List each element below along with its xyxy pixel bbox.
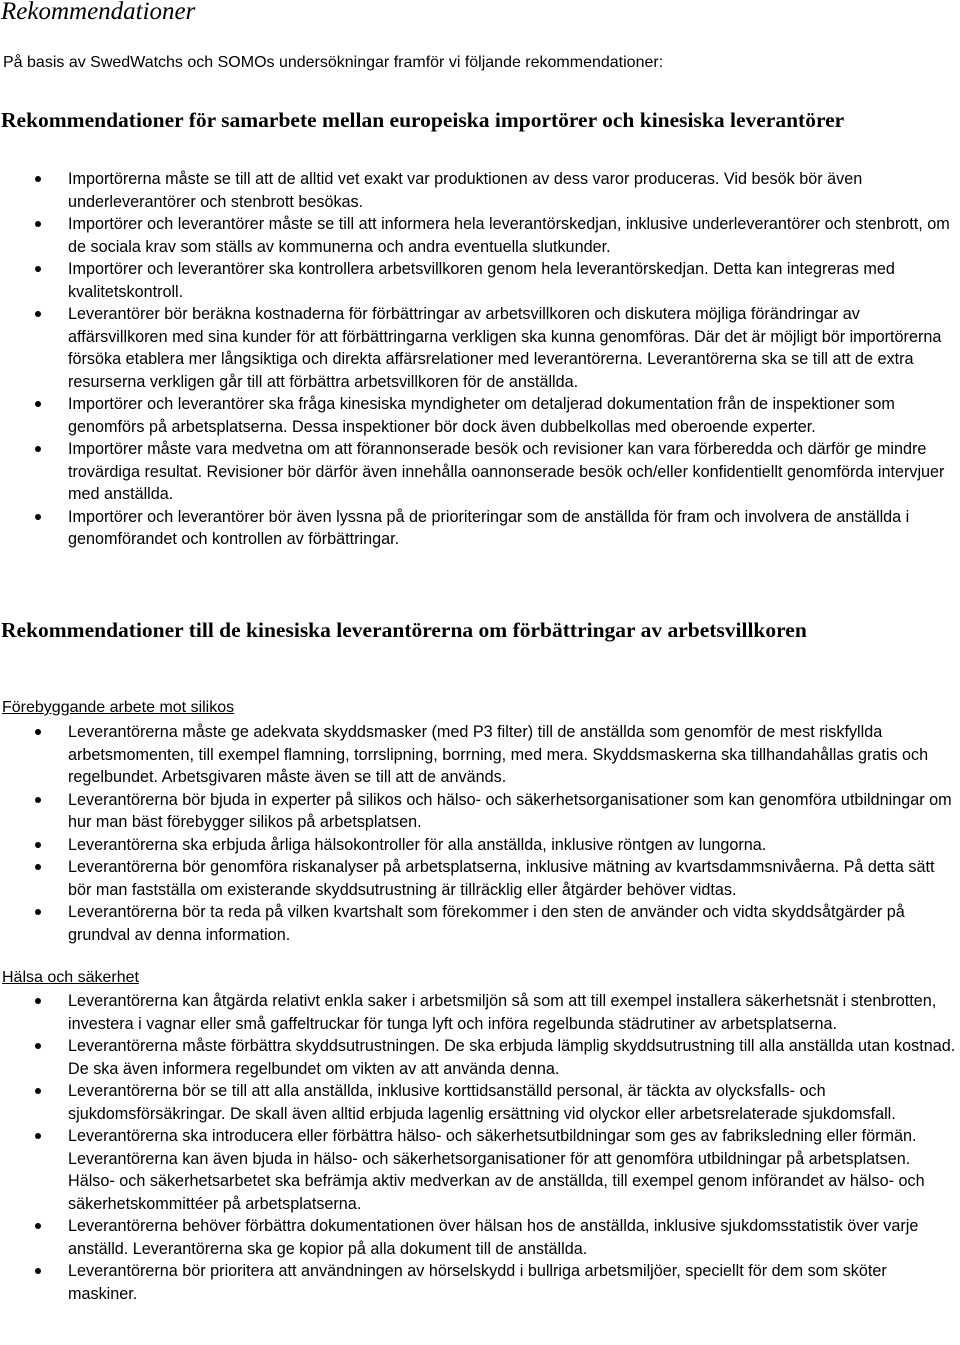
list-item: Leverantörerna måste förbättra skyddsutrustningen. De ska erbjuda lämplig skyddsutrustning till alla anställda utan kostnad. De ska även informera regelbundet om vikten av att använda denna. [0,1035,960,1080]
list-item: Leverantörerna bör ta reda på vilken kvartshalt som förekommer i den sten de använder och vidta skyddsåtgärder på grundval av denna information. [0,901,960,946]
list-item: Importörer måste vara medvetna om att förannonserade besök och revisioner kan vara förberedda och därför ge mindre trovärdiga resultat. Revisioner bör därför även innehålla oannonserade besök och/eller konfidentiellt genomförda intervjuer med anställda. [0,438,960,506]
importer-recommendation-list [0,168,960,551]
document-title: Rekommendationer [1,0,196,25]
list-item: Leverantörerna kan åtgärda relativt enkla saker i arbetsmiljön så som att till exempel installera säkerhetsnät i stenbrotten, investera i vagnar eller små gaffeltruckar för tunga lyft och införa regelbunda städrutiner av arbetsplatserna. [0,990,960,1035]
list-item: Leverantörerna bör bjuda in experter på silikos och hälso- och säkerhetsorganisationer som kan genomföra utbildningar om hur man bäst förebygger silikos på arbetsplatsen. [0,789,960,834]
list-item: Leverantörerna behöver förbättra dokumentationen över hälsan hos de anställda, inklusive sjukdomsstatistik över varje anställd. Leverantörerna ska ge kopior på alla dokument till de anställda. [0,1215,960,1260]
list-item: Importörer och leverantörer ska kontrollera arbetsvillkoren genom hela leverantörskedjan. Detta kan integreras med kvalitetskontroll. [0,258,960,303]
subheading-health-safety: Hälsa och säkerhet [2,969,139,986]
list-item: Leverantörerna ska erbjuda årliga hälsokontroller för alla anställda, inklusive röntgen av lungorna. [0,834,960,857]
list-item: Importörer och leverantörer ska fråga kinesiska myndigheter om detaljerad dokumentation från de inspektioner som genomförs på arbetsplatserna. Dessa inspektioner bör dock även dubbelkollas med oberoende experter. [0,393,960,438]
list-item: Leverantörerna bör se till att alla anställda, inklusive korttidsanställd personal, är täckta av olycksfalls- och sjukdomsförsäkringar. De skall även alltid erbjuda lagenlig ersättning vid olyckor eller arbetsrelaterade sjukdomsfall. [0,1080,960,1125]
section-heading-suppliers: Rekommendationer till de kinesiska leverantörerna om förbättringar av arbetsvillkoren [1,618,807,642]
silicosis-prevention-list [0,721,960,946]
list-item: Leverantörerna ska introducera eller förbättra hälso- och säkerhetsutbildningar som ges av fabriksledning eller förmän. Leverantörerna kan även bjuda in hälso- och säkerhetsorganisationer för att genomföra utbildningar på arbetsplatsen. Hälso- och säkerhetsarbetet ska befrämja aktiv medverkan av de anställda, till exempel genom införandet av hälso- och säkerhetskommittéer på arbetsplatserna. [0,1125,960,1215]
list-item: Importörer och leverantörer måste se till att informera hela leverantörskedjan, inklusive underleverantörer och stenbrott, om de sociala krav som ställs av kommunerna och andra eventuella slutkunder. [0,213,960,258]
section-heading-importers: Rekommendationer för samarbete mellan europeiska importörer och kinesiska leverantörer [1,108,845,132]
list-item: Leverantörerna måste ge adekvata skyddsmasker (med P3 filter) till de anställda som genomför de mest riskfyllda arbetsmomenten, till exempel flamning, torrslipning, borrning, med mera. Skyddsmaskerna ska tillhandahållas gratis och regelbundet. Arbetsgivaren måste även se till att de används. [0,721,960,789]
list-item: Leverantörerna bör prioritera att användningen av hörselskydd i bullriga arbetsmiljöer, speciellt för dem som sköter maskiner. [0,1260,960,1305]
intro-paragraph: På basis av SwedWatchs och SOMOs undersökningar framför vi följande rekommendationer: [3,54,664,71]
list-item: Leverantörer bör beräkna kostnaderna för förbättringar av arbetsvillkoren och diskutera möjliga förändringar av affärsvillkoren med sina kunder för att förbättringarna verkligen ska kunna genomföras. Där det är möjligt bör importörerna försöka etablera mer långsiktiga och direkta affärsrelationer med leverantörerna. Leverantörerna ska se till att de extra resurserna verkligen går till att förbättra arbetsvillkoren för de anställda. [0,303,960,393]
health-safety-list [0,990,960,1305]
list-item: Leverantörerna bör genomföra riskanalyser på arbetsplatserna, inklusive mätning av kvartsdammsnivåerna. På detta sätt bör man fastställa om existerande skyddsutrustning är tillräcklig eller åtgärder behöver vidtas. [0,856,960,901]
list-item: Importörer och leverantörer bör även lyssna på de prioriteringar som de anställda för fram och involvera de anställda i genomförandet och kontrollen av förbättringar. [0,506,960,551]
subheading-silicosis: Förebyggande arbete mot silikos [2,699,235,716]
list-item: Importörerna måste se till att de alltid vet exakt var produktionen av dess varor produceras. Vid besök bör även underleverantörer och stenbrott besökas. [0,168,960,213]
